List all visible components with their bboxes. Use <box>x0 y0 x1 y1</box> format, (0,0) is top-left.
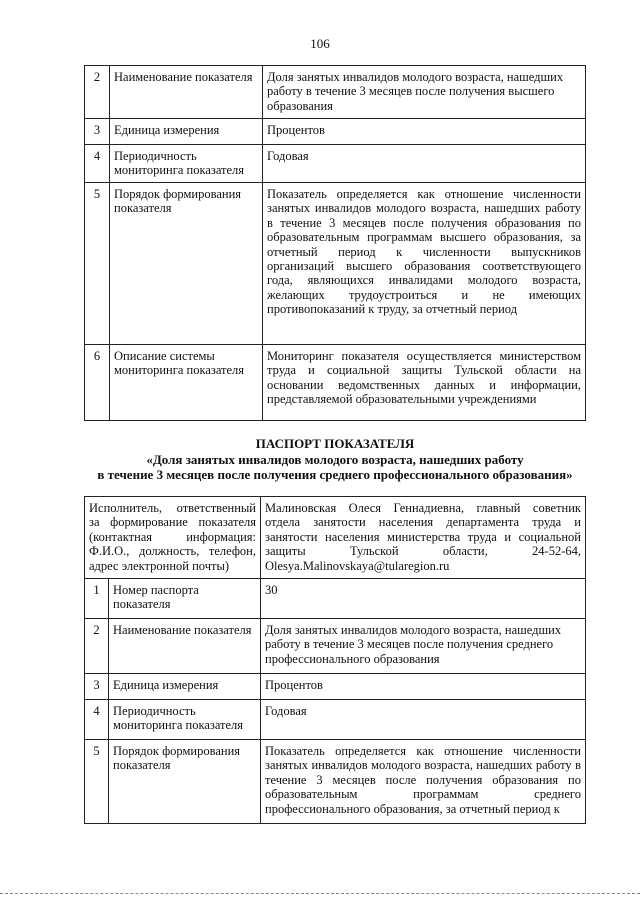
table-row <box>85 183 586 345</box>
row-number: 4 <box>85 145 110 183</box>
table-row <box>85 700 586 740</box>
table-row <box>85 579 586 619</box>
row-value: Процентов <box>261 674 586 700</box>
executor-label: Исполнитель, ответственный за формирование показателя (контактная информация: Ф.И.О., должность, телефон, адрес электронной почты) <box>85 497 261 579</box>
table-row <box>85 674 586 700</box>
row-number: 5 <box>85 183 110 345</box>
row-label: Периодичность мониторинга показателя <box>110 145 263 183</box>
row-number: 6 <box>85 345 110 421</box>
table-row <box>85 740 586 824</box>
row-number: 4 <box>85 700 109 740</box>
row-label: Единица измерения <box>109 674 261 700</box>
row-value: Годовая <box>263 145 586 183</box>
executor-value: Малиновская Олеся Геннадиевна, главный советник отдела занятости населения департамента труда и занятости населения министерства труда и социальной защиты Тульской области, 24-52-64, Olesya.Malinovskaya@tularegion.ru <box>261 497 586 579</box>
passport-table <box>84 496 586 824</box>
row-number: 2 <box>85 619 109 674</box>
table-row <box>85 119 586 145</box>
table-row <box>85 145 586 183</box>
row-value: Мониторинг показателя осуществляется министерством труда и социальной защиты Тульской области на основании ведомственных данных и информации, представляемой образовательными учреждениями <box>263 345 586 421</box>
table-row <box>85 619 586 674</box>
passport-subtitle-line-1: «Доля занятых инвалидов молодого возраста, нашедших работу <box>146 452 524 467</box>
executor-row <box>85 497 586 579</box>
row-value: Доля занятых инвалидов молодого возраста, нашедших работу в течение 3 месяцев после получения среднего профессионального образования <box>261 619 586 674</box>
indicator-table-continued <box>84 65 586 421</box>
row-label: Единица измерения <box>110 119 263 145</box>
row-value: Годовая <box>261 700 586 740</box>
page-number: 106 <box>310 36 330 51</box>
row-value: Показатель определяется как отношение численности занятых инвалидов молодого возраста, нашедших работу в течение 3 месяцев после получения образования по образовательным программам высшего образования, за отчетный период к численности выпускников организаций высшего образования соответствующего года, являющихся инвалидами молодого возраста, желающих трудоустроиться и не имеющих противопоказаний к труду, за отчетный период <box>263 183 586 345</box>
row-label: Наименование показателя <box>110 66 263 119</box>
row-value: Процентов <box>263 119 586 145</box>
row-label: Порядок формирования показателя <box>110 183 263 345</box>
scan-edge-line <box>0 893 640 895</box>
row-label: Описание системы мониторинга показателя <box>110 345 263 421</box>
row-number: 3 <box>85 119 110 145</box>
row-number: 3 <box>85 674 109 700</box>
row-label: Наименование показателя <box>109 619 261 674</box>
row-label: Порядок формирования показателя <box>109 740 261 824</box>
row-number: 1 <box>85 579 109 619</box>
passport-title: ПАСПОРТ ПОКАЗАТЕЛЯ <box>255 436 415 451</box>
row-value: 30 <box>261 579 586 619</box>
row-label: Номер паспорта показателя <box>109 579 261 619</box>
table-row <box>85 66 586 119</box>
row-value: Доля занятых инвалидов молодого возраста, нашедших работу в течение 3 месяцев после получения высшего образования <box>263 66 586 119</box>
passport-subtitle-line-2: в течение 3 месяцев после получения среднего профессионального образования» <box>97 467 573 482</box>
row-number: 2 <box>85 66 110 119</box>
row-label: Периодичность мониторинга показателя <box>109 700 261 740</box>
table-row <box>85 345 586 421</box>
row-number: 5 <box>85 740 109 824</box>
row-value: Показатель определяется как отношение численности занятых инвалидов молодого возраста, нашедших работу в течение 3 месяцев после получения образования по образовательным программам среднего профессионального образования, за отчетный период к <box>261 740 586 824</box>
